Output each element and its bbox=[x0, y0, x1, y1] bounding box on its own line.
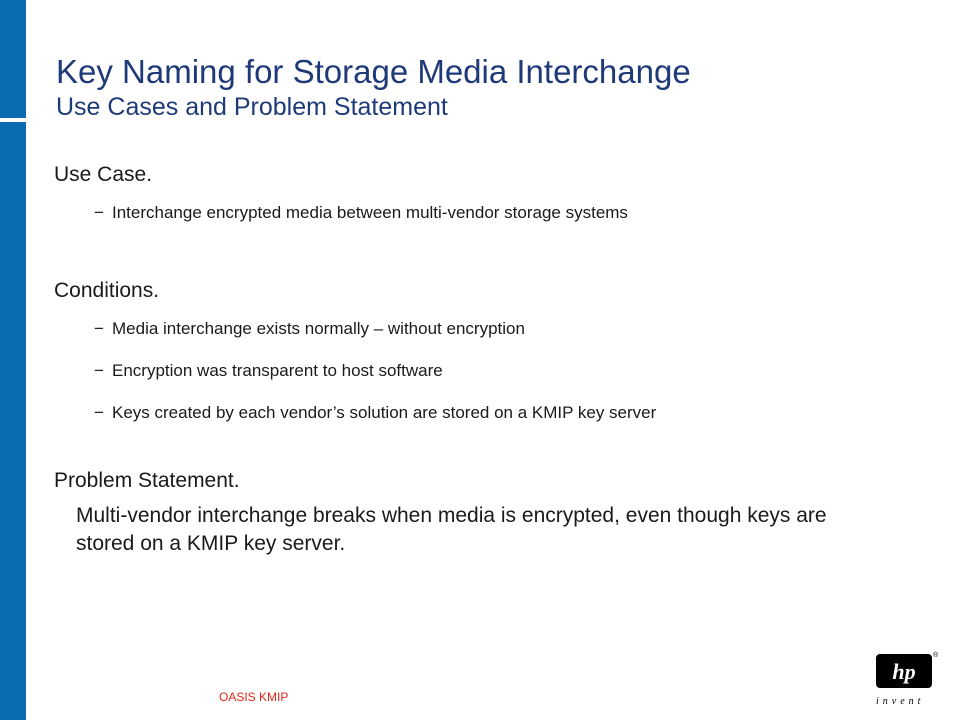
conditions-bullet bbox=[54, 360, 934, 382]
bullet-text: Interchange encrypted media between multi-vendor storage systems bbox=[112, 203, 628, 222]
title-block bbox=[56, 52, 691, 122]
logo-brand: hp bbox=[892, 659, 916, 684]
use-case-heading: Use Case. bbox=[54, 163, 153, 186]
hp-logo bbox=[872, 650, 944, 710]
footer-label: OASIS KMIP bbox=[219, 690, 289, 704]
bullet-text: Keys created by each vendor’s solution are stored on a KMIP key server bbox=[112, 403, 657, 422]
use-case-bullet bbox=[54, 202, 934, 224]
sidebar-accent-bottom bbox=[0, 122, 26, 720]
conditions-heading: Conditions. bbox=[54, 279, 160, 302]
bullet-dash: − bbox=[94, 319, 104, 338]
bullet-dash: − bbox=[94, 203, 104, 222]
bullet-dash: − bbox=[94, 403, 104, 422]
problem-text: Multi-vendor interchange breaks when media is encrypted, even though keys are stored on a KMIP key server. bbox=[76, 504, 827, 555]
logo-tagline: invent bbox=[876, 696, 925, 707]
bullet-text: Media interchange exists normally – without encryption bbox=[112, 319, 525, 338]
hp-logo-mark bbox=[876, 654, 932, 688]
bullet-text: Encryption was transparent to host software bbox=[112, 361, 443, 380]
slide-subtitle: Use Cases and Problem Statement bbox=[56, 93, 448, 121]
conditions-bullet bbox=[54, 318, 934, 340]
registered-mark: ® bbox=[933, 652, 939, 659]
conditions-bullet bbox=[54, 402, 934, 424]
bullet-dash: − bbox=[94, 361, 104, 380]
sidebar-accent-top bbox=[0, 0, 26, 118]
slide-title: Key Naming for Storage Media Interchange bbox=[56, 53, 691, 90]
hp-logo-icon bbox=[876, 654, 932, 688]
slide-body bbox=[54, 160, 934, 558]
problem-heading: Problem Statement. bbox=[54, 469, 240, 492]
